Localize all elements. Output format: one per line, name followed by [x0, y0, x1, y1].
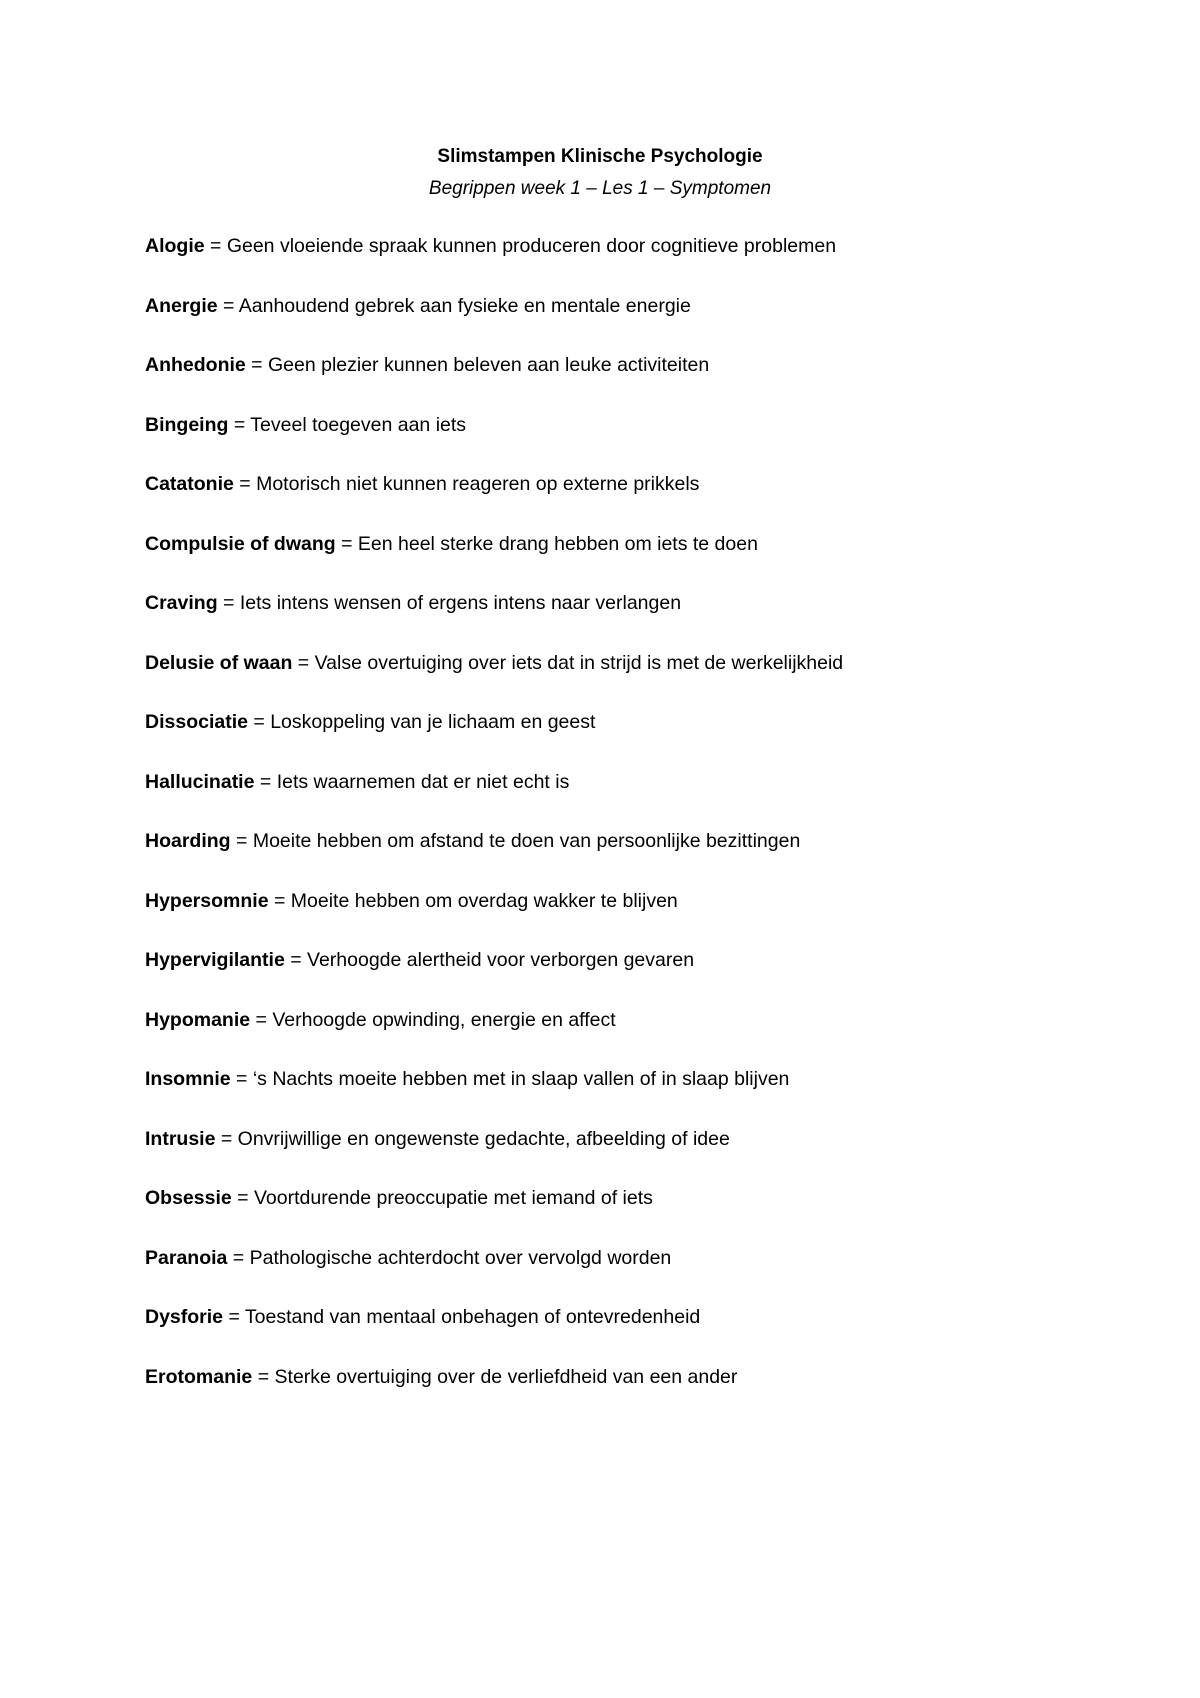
term-separator: = [217, 592, 240, 614]
term-name: Dissociatie [145, 711, 248, 733]
term-name: Hypomanie [145, 1008, 251, 1031]
term-separator: = [204, 235, 227, 257]
term-entry [145, 709, 1095, 769]
term-separator: = [230, 1068, 253, 1090]
term-separator: = [284, 949, 308, 971]
term-definition: Pathologische achterdocht over vervolgd worden [249, 1246, 672, 1269]
term-separator: = [215, 1127, 238, 1150]
term-name: Intrusie [145, 1127, 216, 1150]
term-entry [145, 947, 1095, 1007]
term-definition: Motorisch niet kunnen reageren op externe prikkels [256, 473, 700, 495]
term-name: Hypervigilantie [145, 949, 285, 971]
term-entry [145, 1185, 1095, 1245]
term-name: Anhedonie [145, 354, 246, 376]
term-definition: Teveel toegeven aan iets [250, 413, 467, 436]
term-definition: Aanhoudend gebrek aan fysieke en mentale energie [238, 294, 691, 317]
term-separator: = [223, 1306, 245, 1328]
term-name: Erotomanie [145, 1365, 253, 1388]
term-separator: = [228, 413, 251, 436]
term-separator: = [245, 354, 268, 376]
term-separator: = [335, 532, 358, 555]
term-separator: = [233, 473, 257, 495]
term-entry [145, 1304, 1095, 1364]
term-name: Catatonie [145, 473, 234, 495]
term-entry [145, 412, 1095, 472]
term-entry [145, 1245, 1095, 1305]
term-entry [145, 590, 1095, 650]
term-name: Insomnie [145, 1068, 231, 1090]
term-definition: Verhoogde alertheid voor verborgen gevaren [307, 949, 695, 971]
term-definition: Toestand van mentaal onbehagen of ontevredenheid [244, 1306, 701, 1328]
term-definition: Iets waarnemen dat er niet echt is [276, 770, 570, 793]
term-definition: Voortdurende preoccupatie met iemand of iets [253, 1187, 653, 1209]
term-name: Hoarding [145, 830, 231, 852]
term-separator: = [292, 651, 315, 674]
term-entry [145, 1126, 1095, 1186]
term-separator: = [230, 830, 253, 852]
term-definition: Verhoogde opwinding, energie en affect [272, 1008, 616, 1031]
term-entry [145, 471, 1095, 531]
term-separator: = [254, 770, 277, 793]
term-definition: Geen vloeiende spraak kunnen produceren door cognitieve problemen [226, 235, 837, 257]
term-entry [145, 531, 1095, 591]
term-entry [145, 888, 1095, 948]
term-definition: Sterke overtuiging over de verliefdheid van een ander [274, 1365, 738, 1388]
term-name: Obsessie [145, 1187, 232, 1209]
term-definition: Valse overtuiging over iets dat in strijd is met de werkelijkheid [314, 651, 844, 674]
term-entry [145, 233, 1095, 293]
term-entry [145, 828, 1095, 888]
term-definition: Moeite hebben om overdag wakker te blijven [290, 889, 678, 912]
term-list [145, 233, 1095, 1423]
document-title: Slimstampen Klinische Psychologie [437, 146, 763, 167]
term-definition: ‘s Nachts moeite hebben met in slaap vallen of in slaap blijven [252, 1068, 790, 1090]
document-subtitle: Begrippen week 1 – Les 1 – Symptomen [428, 178, 772, 199]
term-name: Bingeing [145, 413, 229, 436]
term-name: Craving [145, 592, 218, 614]
term-definition: Iets intens wensen of ergens intens naar verlangen [239, 592, 682, 614]
term-name: Dysforie [145, 1306, 224, 1328]
term-name: Alogie [145, 235, 205, 257]
term-entry [145, 1007, 1095, 1067]
term-name: Anergie [145, 294, 218, 317]
term-name: Hallucinatie [145, 770, 255, 793]
term-separator: = [227, 1246, 250, 1269]
term-name: Compulsie of dwang [145, 532, 336, 555]
term-entry [145, 293, 1095, 353]
term-separator: = [250, 1008, 273, 1031]
term-definition: Moeite hebben om afstand te doen van persoonlijke bezittingen [252, 830, 801, 852]
term-entry [145, 352, 1095, 412]
term-definition: Een heel sterke drang hebben om iets te doen [357, 532, 758, 555]
term-entry [145, 1066, 1095, 1126]
term-definition: Loskoppeling van je lichaam en geest [270, 711, 596, 733]
term-name: Hypersomnie [145, 889, 269, 912]
term-separator: = [252, 1365, 275, 1388]
term-definition: Onvrijwillige en ongewenste gedachte, afbeelding of idee [237, 1127, 730, 1150]
term-entry [145, 1364, 1095, 1424]
term-definition: Geen plezier kunnen beleven aan leuke activiteiten [267, 354, 710, 376]
term-name: Paranoia [145, 1246, 228, 1269]
term-entry [145, 650, 1095, 710]
term-entry [145, 769, 1095, 829]
term-separator: = [231, 1187, 254, 1209]
term-name: Delusie of waan [145, 651, 293, 674]
term-separator: = [268, 889, 291, 912]
term-separator: = [217, 294, 239, 317]
term-separator: = [247, 711, 271, 733]
